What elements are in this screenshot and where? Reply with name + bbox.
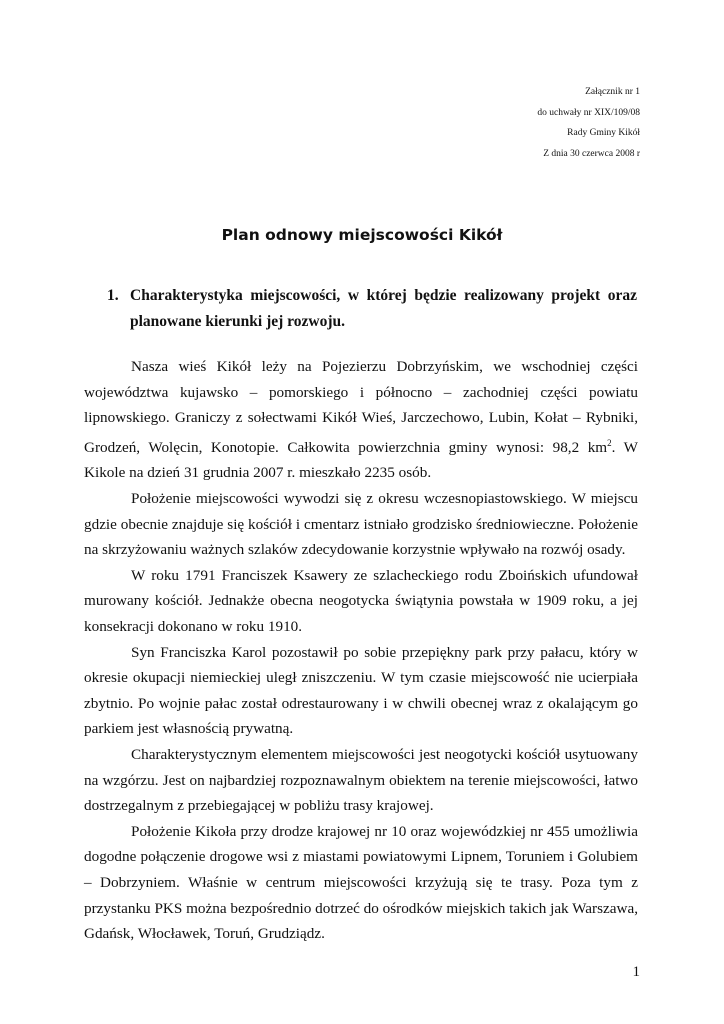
- paragraph-landmark: Charakterystycznym elementem miejscowości jest neogotycki kościół usytuowany na wzgórzu. Jest on najbardziej rozpoznawalnym obiektem na terenie miejscowości, łatwo dostrzegalnym z przebiegającej w pobliżu trasy krajowej.: [84, 745, 638, 815]
- document-title: Plan odnowy miejscowości Kikół: [221, 226, 503, 244]
- section-heading: [107, 283, 637, 335]
- superscript-2: 2: [607, 437, 612, 448]
- paragraph-location: [84, 354, 638, 486]
- paragraph-church-history: W roku 1791 Franciszek Ksawery ze szlacheckiego rodu Zboińskich ufundował murowany kościół. Jednakże obecna neogotycka świątynia powstała w 1909 roku, a jej konsekracji dokonano w roku 1910.: [84, 566, 638, 635]
- header-line-attachment: Załącznik nr 1: [585, 87, 640, 97]
- paragraph-transport: Położenie Kikoła przy drodze krajowej nr 10 oraz wojewódzkiej nr 455 umożliwia dogodne połączenie drogowe wsi z miastami powiatowymi Lipnem, Toruniem i Golubiem – Dobrzyniem. Właśnie w centrum miejscowości krzyżują się te trasy. Poza tym z przystanku PKS można bezpośrednio dotrzeć do ośrodków miejskich takich jak Warszawa, Gdańsk, Włocławek, Toruń, Grudziądz.: [84, 822, 638, 943]
- paragraph-location-text: Nasza wieś Kikół leży na Pojezierzu Dobrzyńskim, we wschodniej części województwa kujawsko – pomorskiego i północno – zachodniej części powiatu lipnowskiego. Graniczy z sołectwami Kikół Wieś, Jarczechowo, Lubin, Kołat – Rybniki, Grodzeń, Wolęcin, Konotopie. Całkowita powierzchnia gminy wynosi: 98,2 km: [84, 358, 638, 456]
- header-line-date: Z dnia 30 czerwca 2008 r: [543, 148, 640, 159]
- section-heading-text: Charakterystyka miejscowości, w której będzie realizowany projekt oraz planowane kierunki jej rozwoju.: [130, 287, 637, 330]
- paragraph-origin: Położenie miejscowości wywodzi się z okresu wczesnopiastowskiego. W miejscu gdzie obecnie znajduje się kościół i cmentarz istniało grodzisko średniowieczne. Położenie na skrzyżowaniu ważnych szlaków zdecydowanie korzystnie wpływało na rozwój osady.: [84, 490, 638, 559]
- attachment-header: [537, 82, 640, 164]
- page-number: 1: [632, 964, 640, 980]
- document-body: [84, 354, 638, 947]
- paragraph-park: Syn Franciszka Karol pozostawił po sobie przepiękny park przy pałacu, który w okresie okupacji niemieckiej uległ zniszczeniu. W tym czasie miejscowość nie ucierpiała zbytnio. Po wojnie pałac został odrestaurowany i w chwili obecnej wraz z okalającym go parkiem jest własnością prywatną.: [84, 643, 638, 738]
- section-number: 1.: [107, 287, 119, 304]
- header-line-resolution: do uchwały nr XIX/109/08: [537, 107, 640, 118]
- paragraph-location-text-end: . W Kikole na dzień 31 grudnia 2007 r. mieszkało 2235 osób.: [84, 438, 639, 482]
- header-line-council: Rady Gminy Kikół: [567, 128, 640, 138]
